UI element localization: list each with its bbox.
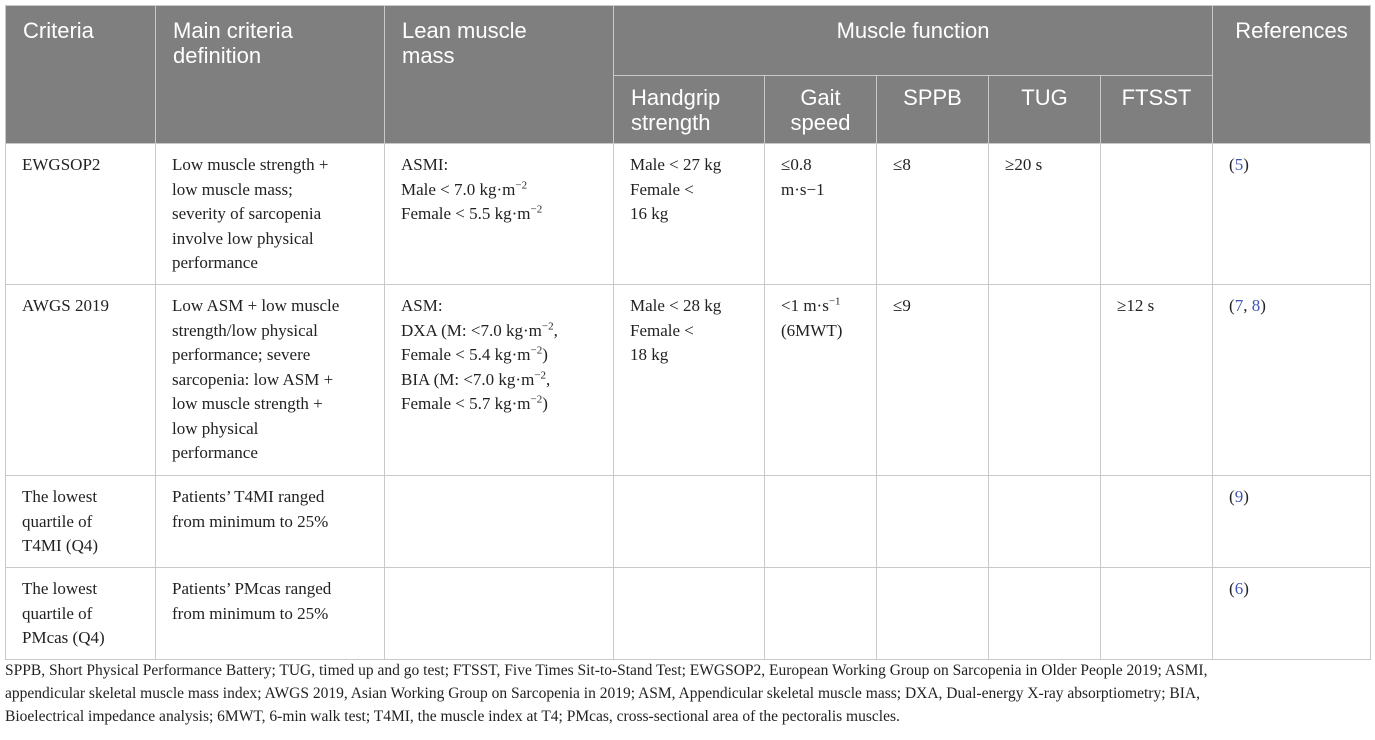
table-row [6,144,1371,285]
sppb-cell [877,476,989,568]
handgrip-cell [614,568,765,660]
references-cell: (5) [1213,144,1371,285]
gait-speed-cell: ≤0.8 m·s−1 [765,144,877,285]
ftsst-cell: ≥12 s [1101,285,1213,476]
criteria-cell: AWGS 2019 [6,285,156,476]
ftsst-cell [1101,568,1213,660]
header-criteria: Criteria [6,6,156,144]
sppb-cell: ≤9 [877,285,989,476]
definition-cell: Low muscle strength + low muscle mass; severity of sarcopenia involve low physical performance [156,144,385,285]
table-footnote: SPPB, Short Physical Performance Battery; TUG, timed up and go test; FTSST, Five Times Sit-to-Stand Test; EWGSOP2, European Working Group on Sarcopenia in Older People 2019; ASMI, appendicular skeletal muscle mass index; AWGS 2019, Asian Working Group on Sarcopenia in 2019; ASM, Appendicular skeletal muscle mass; DXA, Dual-energy X-ray absorptiometry; BIA, Bioelectrical impedance analysis; 6MWT, 6-min walk test; T4MI, the muscle index at T4; PMcas, cross-sectional area of the pectoralis muscles. [5,662,1208,725]
reference-link[interactable]: 5 [1234,155,1244,174]
header-definition: Main criteria definition [156,6,385,144]
tug-cell [989,476,1101,568]
definition-cell: Patients’ T4MI ranged from minimum to 25% [156,476,385,568]
handgrip-cell: Male < 28 kg Female < 18 kg [614,285,765,476]
header-handgrip-strength: Handgrip strength [614,76,765,144]
lean-mass-cell [385,476,614,568]
references-cell: (7, 8) [1213,285,1371,476]
ftsst-cell [1101,144,1213,285]
criteria-cell: EWGSOP2 [6,144,156,285]
header-sppb: SPPB [877,76,989,144]
reference-link[interactable]: 8 [1251,296,1261,315]
references-cell: (9) [1213,476,1371,568]
gait-speed-cell [765,476,877,568]
definition-cell: Low ASM + low muscle strength/low physical performance; severe sarcopenia: low ASM + low muscle strength + low physical performance [156,285,385,476]
tug-cell [989,568,1101,660]
reference-link[interactable]: 9 [1234,487,1244,506]
reference-link[interactable]: 7 [1234,296,1244,315]
handgrip-cell [614,476,765,568]
table-row [6,476,1371,568]
gait-speed-cell [765,568,877,660]
sppb-cell [877,568,989,660]
criteria-cell: The lowest quartile of T4MI (Q4) [6,476,156,568]
references-cell: (6) [1213,568,1371,660]
header-muscle-function: Muscle function [614,6,1213,76]
header-references: References [1213,6,1371,144]
header-ftsst: FTSST [1101,76,1213,144]
definition-cell: Patients’ PMcas ranged from minimum to 25% [156,568,385,660]
criteria-cell: The lowest quartile of PMcas (Q4) [6,568,156,660]
sppb-cell: ≤8 [877,144,989,285]
header-gait-speed: Gait speed [765,76,877,144]
gait-speed-cell: <1 $m\cdot s^{-1}$ (6MWT) [765,285,877,476]
reference-link[interactable]: 6 [1234,579,1244,598]
table-row [6,568,1371,660]
table-row [6,285,1371,476]
ftsst-cell [1101,476,1213,568]
handgrip-cell: Male < 27 kg Female < 16 kg [614,144,765,285]
tug-cell: ≥20 s [989,144,1101,285]
sarcopenia-criteria-table [5,5,1371,660]
tug-cell [989,285,1101,476]
lean-mass-cell: ASMI: Male < 7.0 $kg\cdot m^{-2}$ Female < 5.5 $kg\cdot m^{-2}$ [385,144,614,285]
header-lean-muscle-mass: Lean muscle mass [385,6,614,144]
header-tug: TUG [989,76,1101,144]
lean-mass-cell [385,568,614,660]
lean-mass-cell: ASM: DXA (M: <7.0 $kg\cdot m^{-2}$, Female < 5.4 $kg\cdot m^{-2}$) BIA (M: <7.0 $kg\cdot m^{-2}$, Female < 5.7 $kg\cdot m^{-2}$) [385,285,614,476]
